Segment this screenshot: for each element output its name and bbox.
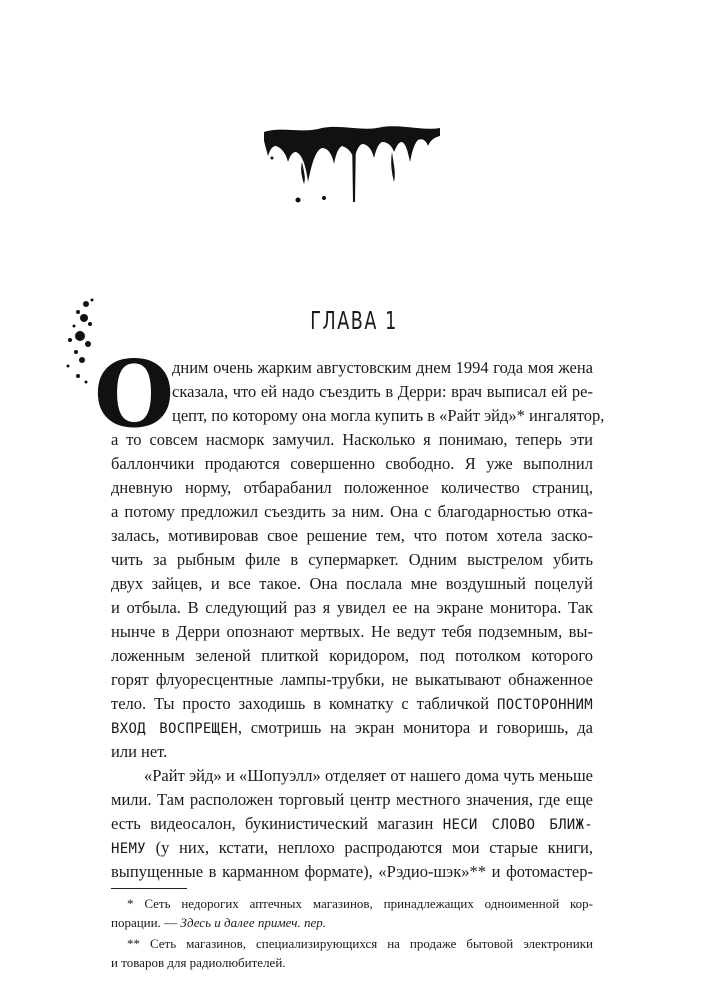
text-span: порации. —: [111, 915, 178, 930]
sign-text: ВХОД ВОСПРЕЩЕН: [111, 721, 238, 737]
text-line: «Райт эйд» и «Шопуэлл» отделяет от нашего дома чуть меньше: [144, 766, 593, 785]
drop-cap: О: [94, 340, 175, 448]
footnote-line: и товаров для радиолюбителей.: [111, 955, 286, 970]
text-line: двух зайцев, и все такое. Она послала мне воздушный поцелуй: [111, 574, 593, 593]
text-line: [111, 836, 593, 859]
text-line: горят флуоресцентные лампы-трубки, не выкатывают обнаженное: [111, 670, 593, 689]
footnote-line: * Сеть недорогих аптечных магазинов, принадлежащих одноименной кор-: [127, 896, 593, 911]
text-line: или нет.: [111, 742, 168, 761]
text-line: а то совсем насморк замучил. Насколько я понимаю, теперь эти: [111, 430, 593, 449]
text-line: мили. Там расположен торговый центр местного значения, где еще: [111, 790, 593, 809]
text-line: сказала, что ей надо съездить в Дерри: врач выписал ей ре-: [172, 382, 593, 401]
text-line: нынче в Дерри опознают мертвых. Не ведут тебя подземным, вы-: [111, 622, 593, 641]
store-name: НЕСИ СЛОВО БЛИЖ-: [442, 817, 593, 833]
text-span: (у них, кстати, неплохо распродаются мои старые книги,: [155, 838, 594, 857]
text-line: а потому предложил съездить за ним. Она с благодарностью отка-: [111, 502, 593, 521]
text-span: , смотришь на экран монитора и говоришь, да: [237, 718, 593, 737]
text-line: дним очень жарким августовским днем 1994 года моя жена: [172, 358, 593, 377]
text-line: чить за рыбным филе в супермаркет. Одним выстрелом убить: [111, 550, 593, 569]
footnote-note: Здесь и далее примеч. пер.: [180, 915, 326, 930]
text-line: дневную норму, отбарабанил положенное количество страниц,: [111, 478, 593, 497]
text-line: цепт, по которому она могла купить в «Райт эйд»* ингалятор,: [172, 406, 605, 425]
text-span: есть видеосалон, букинистический магазин: [111, 814, 434, 833]
text-line: [111, 812, 593, 835]
footnote-rule: [111, 888, 187, 889]
chapter-title: ГЛАВА 1: [310, 306, 398, 335]
sign-text: ПОСТОРОННИМ: [496, 697, 593, 713]
text-line: выпущенные в карманном формате), «Рэдио-шэк»** и фотомастер-: [111, 862, 593, 881]
footnote-line: [111, 913, 593, 932]
text-line: [111, 692, 593, 715]
ink-drip-ornament: [262, 122, 442, 208]
text-line: и отбыла. В следующий раз я увидел ее на экране монитора. Так: [111, 598, 593, 617]
footnote-line: ** Сеть магазинов, специализирующихся на продаже бытовой электроники: [127, 936, 593, 951]
text-line: баллончики продаются совершенно свободно. Я уже выполнил: [111, 454, 593, 473]
text-line: ложенным зеленой плиткой коридором, под потолком которого: [111, 646, 593, 665]
text-line: [111, 716, 593, 739]
text-span: тело. Ты просто заходишь в комнатку с табличкой: [111, 694, 490, 713]
text-line: залась, мотивировав свое решение тем, что потом хотела заско-: [111, 526, 593, 545]
store-name: НЕМУ: [111, 841, 146, 857]
